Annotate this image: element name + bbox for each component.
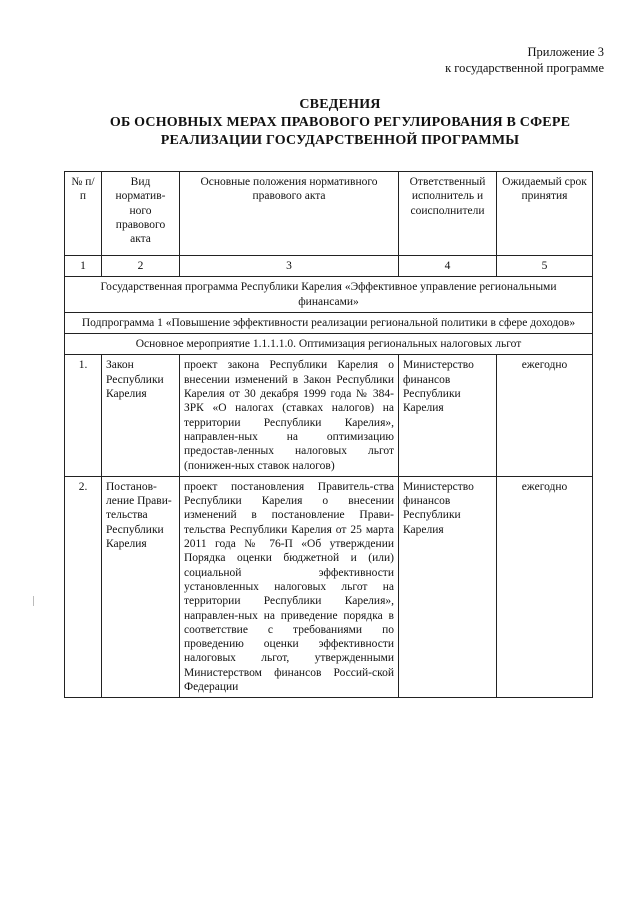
table-header-row (65, 172, 593, 256)
table-row (65, 476, 593, 697)
row-content: проект постановления Правитель-ства Республики Карелия о внесении изменений в постановление Прави-тельства Республики Карелия от 25 марта 2011 года № 76-П «Об утверждении Порядка оценки бюджетной и (или) социальной эффективности установленных налоговых льгот на территории Республики Карелия», направлен-ных на приведение порядка в соответствие с требованиями по проведению оценки эффективности налоговых льгот, утвержденными Министерством финансов Россий-ской Федерации (180, 476, 399, 697)
title-line-2: ОБ ОСНОВНЫХ МЕРАХ ПРАВОВОГО РЕГУЛИРОВАНИЯ В СФЕРЕ (109, 115, 571, 130)
row-doc-type: Постанов-ление Прави-тельства Республики Карелия (102, 476, 180, 697)
column-numbers-row (65, 256, 593, 277)
row-doc-type: Закон Республики Карелия (102, 355, 180, 476)
row-executor: Министерство финансов Республики Карелия (399, 476, 497, 697)
column-number: 2 (102, 256, 180, 277)
header-num: № п/п (65, 172, 102, 256)
row-term: ежегодно (497, 355, 593, 476)
regulation-table (64, 171, 593, 698)
table-row (65, 355, 593, 476)
appendix-note (445, 44, 604, 76)
activity-row (65, 334, 593, 355)
column-number: 1 (65, 256, 102, 277)
document-title (60, 96, 620, 150)
row-term: ежегодно (497, 476, 593, 697)
program-title: Государственная программа Республики Карелия «Эффективное управление региональными финансами» (65, 277, 593, 313)
header-executor: Ответственный исполнитель и соисполнители (399, 172, 497, 256)
header-content: Основные положения нормативного правового акта (180, 172, 399, 256)
subprogram-title: Подпрограмма 1 «Повышение эффективности реализации региональной политики в сфере доходов» (65, 312, 593, 333)
title-line-1: СВЕДЕНИЯ (299, 97, 381, 112)
header-term: Ожидаемый срок принятия (497, 172, 593, 256)
scan-artifact (33, 596, 34, 606)
appendix-line-2: к государственной программе (445, 61, 604, 75)
appendix-line-1: Приложение 3 (527, 45, 604, 59)
column-number: 4 (399, 256, 497, 277)
row-content: проект закона Республики Карелия о внесении изменений в Закон Республики Карелия от 30 декабря 1999 года № 384-ЗРК «О налогах (ставках налогов) на территории Республики Карелия», направлен-ных на оптимизацию предостав-ленных налоговых льгот (понижен-ных ставок налогов) (180, 355, 399, 476)
title-line-3: РЕАЛИЗАЦИИ ГОСУДАРСТВЕННОЙ ПРОГРАММЫ (160, 133, 520, 148)
column-number: 3 (180, 256, 399, 277)
program-row (65, 277, 593, 313)
header-doc-type: Вид норматив-ного правового акта (102, 172, 180, 256)
activity-title: Основное мероприятие 1.1.1.1.0. Оптимизация региональных налоговых льгот (65, 334, 593, 355)
row-number: 2. (65, 476, 102, 697)
subprogram-row (65, 312, 593, 333)
row-executor: Министерство финансов Республики Карелия (399, 355, 497, 476)
row-number: 1. (65, 355, 102, 476)
column-number: 5 (497, 256, 593, 277)
